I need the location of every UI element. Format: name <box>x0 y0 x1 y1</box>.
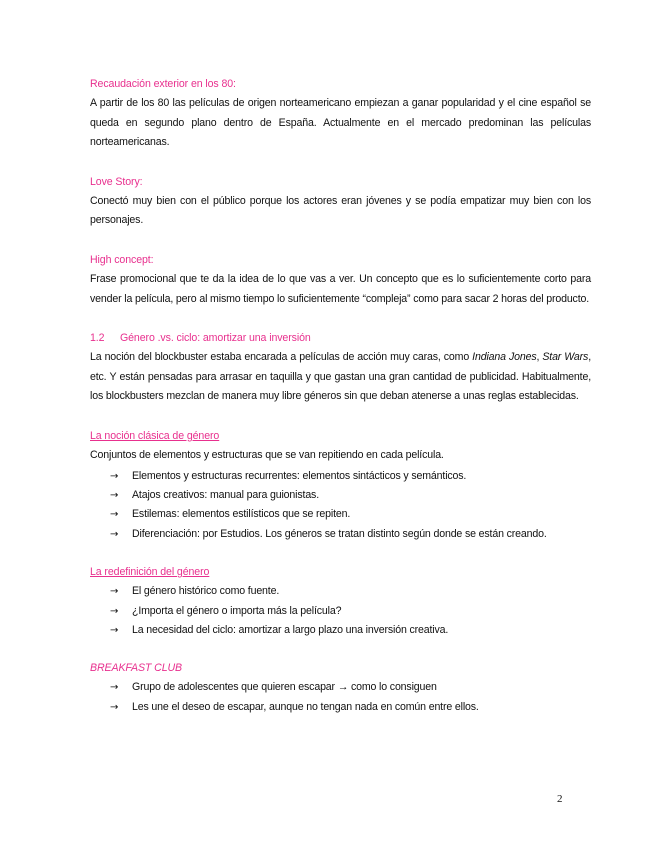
paragraph: Conectó muy bien con el público porque los actores eran jóvenes y se podía empatizar muy bien con los personajes. <box>90 194 591 227</box>
section-title: Género .vs. ciclo: amortizar una inversión <box>120 332 311 345</box>
section-recaudacion <box>90 74 591 153</box>
list-item <box>110 525 591 544</box>
section-breakfast-club <box>90 658 591 717</box>
section-heading: High concept: <box>90 253 154 266</box>
page-number: 2 <box>557 793 563 805</box>
arrow-icon: → <box>110 489 119 501</box>
section-genero-ciclo <box>90 328 591 407</box>
arrow-icon: → <box>110 605 119 617</box>
section-heading: Love Story: <box>90 175 143 188</box>
section-love-story <box>90 172 591 231</box>
text-run: , etc. Y están pensadas para arrasar en taquilla y que gastan una gran cantidad de publicidad. Habitualmente, los blockbusters mezclan de manera muy libre géneros sin que deban atenerse a unas reglas establecidas. <box>90 351 591 403</box>
section-heading: La noción clásica de género <box>90 429 220 442</box>
arrow-icon: → <box>110 586 119 598</box>
paragraph <box>90 348 591 407</box>
list-item-text: ¿Importa el género o importa más la película? <box>132 604 342 617</box>
arrow-icon: → <box>110 682 119 694</box>
arrow-icon: → <box>110 509 119 521</box>
list-item-text: Diferenciación: por Estudios. Los géneros se tratan distinto según donde se están creando. <box>132 527 547 540</box>
list-item-text: Estilemas: elementos estilísticos que se repiten. <box>132 508 351 521</box>
list-item <box>110 467 591 486</box>
arrow-list <box>90 678 591 717</box>
text-run: , <box>536 351 543 364</box>
list-item <box>110 678 591 697</box>
arrow-icon: → <box>110 701 119 713</box>
list-item-text: Atajos creativos: manual para guionistas. <box>132 488 319 501</box>
arrow-icon: → <box>110 470 119 482</box>
list-item <box>110 621 591 640</box>
list-item <box>110 602 591 621</box>
arrow-list <box>90 582 591 640</box>
paragraph: A partir de los 80 las películas de origen norteamericano empiezan a ganar popularidad y el cine español se queda en segundo plano dentro de España. Actualmente en el mercado predominan las películas norteamericanas. <box>90 97 591 149</box>
paragraph: Frase promocional que te da la idea de lo que vas a ver. Un concepto que es lo suficientemente corto para vender la película, pero al mismo tiempo lo suficientemente “compleja” como para sacar 2 horas del producto. <box>90 272 591 305</box>
paragraph: Conjuntos de elementos y estructuras que se van repitiendo en cada película. <box>90 448 444 461</box>
list-item <box>110 505 591 524</box>
text-run: La noción del blockbuster estaba encarada a películas de acción muy caras, como <box>90 351 473 364</box>
list-item-text: El género histórico como fuente. <box>132 585 280 598</box>
italic-title: Star Wars <box>542 351 589 364</box>
arrow-icon: → <box>110 528 119 540</box>
list-item-text: Grupo de adolescentes que quieren escapar → como lo consiguen <box>132 681 437 694</box>
arrow-list <box>90 467 591 545</box>
section-number: 1.2 <box>90 332 105 345</box>
list-item <box>110 582 591 601</box>
section-high-concept <box>90 250 591 309</box>
section-redefinicion <box>90 562 591 640</box>
list-item <box>110 486 591 505</box>
list-item-text: La necesidad del ciclo: amortizar a largo plazo una inversión creativa. <box>132 623 449 636</box>
arrow-icon: → <box>110 624 119 636</box>
section-heading: Recaudación exterior en los 80: <box>90 78 236 90</box>
list-item-text: Elementos y estructuras recurrentes: elementos sintácticos y semánticos. <box>132 469 467 482</box>
italic-title: Indiana Jones <box>472 351 537 364</box>
section-heading: BREAKFAST CLUB <box>90 662 183 675</box>
section-nocion-clasica <box>90 426 591 544</box>
list-item-text: Les une el deseo de escapar, aunque no tengan nada en común entre ellos. <box>132 700 479 713</box>
list-item <box>110 698 591 717</box>
section-heading: La redefinición del género <box>90 566 210 579</box>
section-heading <box>90 328 591 348</box>
